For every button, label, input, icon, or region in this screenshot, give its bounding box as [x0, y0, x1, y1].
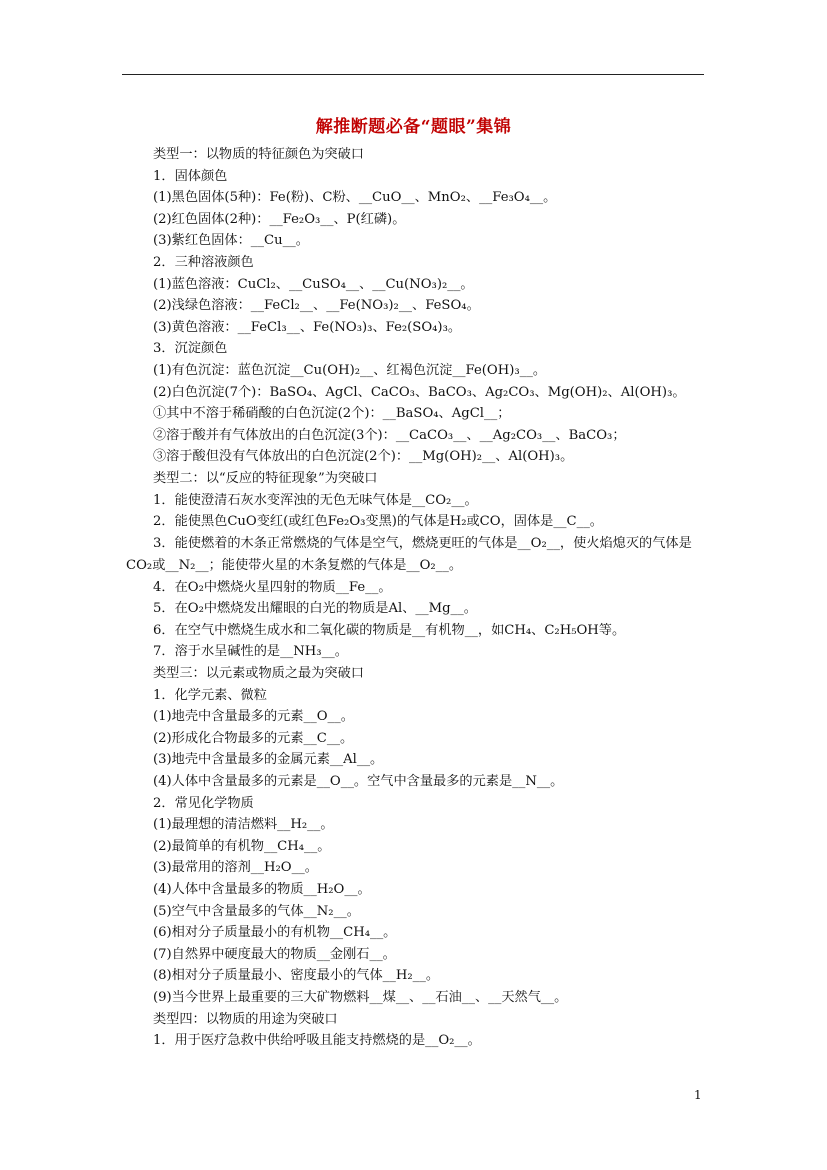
text-line: (5)空气中含量最多的气体__N₂__。 — [153, 903, 360, 919]
text-line: (2)浅绿色溶液：__FeCl₂__、__Fe(NO₃)₂__、FeSO₄。 — [153, 298, 480, 314]
text-line: (1)蓝色溶液：CuCl₂、__CuSO₄__、__Cu(NO₃)₂__。 — [153, 276, 474, 292]
text-line: ②溶于酸并有气体放出的白色沉淀(3个)：__CaCO₃__、__Ag₂CO₃__、BaCO₃； — [153, 427, 626, 443]
text-line: 类型二：以“反应的特征现象”为突破口 — [153, 470, 378, 486]
text-line: (1)地壳中含量最多的元素__O__。 — [153, 709, 354, 725]
text-line: (2)红色固体(2种)：__Fe₂O₃__、P(红磷)。 — [153, 211, 406, 227]
header-rule — [122, 74, 704, 75]
text-line: (1)有色沉淀：蓝色沉淀__Cu(OH)₂__、红褐色沉淀__Fe(OH)₃__。 — [153, 362, 547, 378]
text-line: 2．三种溶液颜色 — [153, 254, 254, 270]
text-line: (4)人体中含量最多的元素是__O__。空气中含量最多的元素是__N__。 — [153, 774, 564, 790]
text-line: (3)紫红色固体：__Cu__。 — [153, 233, 309, 249]
document-body — [126, 144, 708, 1052]
text-line: 1．固体颜色 — [153, 168, 228, 184]
text-line: 1．能使澄清石灰水变浑浊的无色无味气体是__CO₂__。 — [153, 492, 478, 508]
text-line: (4)人体中含量最多的物质__H₂O__。 — [153, 882, 371, 897]
text-line: ③溶于酸但没有气体放出的白色沉淀(2个)：__Mg(OH)₂__、Al(OH)₃。 — [153, 449, 574, 465]
text-line: (3)黄色溶液：__FeCl₃__、Fe(NO₃)₃、Fe₂(SO₄)₃。 — [153, 319, 462, 335]
document-title: 解推断题必备“题眼”集锦 — [315, 117, 512, 137]
text-line: 7．溶于水呈碱性的是__NH₃__。 — [153, 644, 348, 660]
text-line: (7)自然界中硬度最大的物质__金刚石__。 — [153, 946, 396, 962]
text-line: (6)相对分子质量最小的有机物__CH₄__。 — [153, 925, 397, 941]
text-line: (2)最简单的有机物__CH₄__。 — [153, 838, 331, 854]
text-line: ①其中不溶于稀硝酸的白色沉淀(2个)：__BaSO₄、AgCl__； — [153, 406, 511, 422]
text-line: (3)地壳中含量最多的金属元素__Al__。 — [153, 752, 384, 768]
text-line: (2)白色沉淀(7个)：BaSO₄、AgCl、CaCO₃、BaCO₃、Ag₂CO₃、Mg(OH)₂、Al(OH)₃。 — [153, 384, 686, 400]
text-line: 2．能使黑色CuO变红(或红色Fe₂O₃变黑)的气体是H₂或CO，固体是__C__。 — [153, 514, 603, 530]
text-line: 3．能使燃着的木条正常燃烧的气体是空气，燃烧更旺的气体是__O₂__，使火焰熄灭的气体是CO₂或__N₂__；能使带火星的木条复燃的气体是__O₂__。 — [126, 535, 692, 573]
text-line: (2)形成化合物最多的元素__C__。 — [153, 730, 354, 746]
text-line: 6．在空气中燃烧生成水和二氧化碳的物质是__有机物__，如CH₄、C₂H₅OH等。 — [153, 622, 626, 638]
text-line: (1)黑色固体(5种)：Fe(粉)、C粉、__CuO__、MnO₂、__Fe₃O₄__。 — [153, 190, 557, 206]
text-line: 1．用于医疗急救中供给呼吸且能支持燃烧的是__O₂__。 — [153, 1033, 481, 1049]
text-line: (9)当今世界上最重要的三大矿物燃料__煤__、__石油__、__天然气__。 — [153, 989, 568, 1005]
text-line: 4．在O₂中燃烧火星四射的物质__Fe__。 — [153, 579, 392, 595]
text-line: (8)相对分子质量最小、密度最小的气体__H₂__。 — [153, 968, 440, 984]
text-line: 类型三：以元素或物质之最为突破口 — [153, 666, 364, 682]
text-line: 1．化学元素、微粒 — [153, 687, 267, 703]
text-line: 类型一：以物质的特征颜色为突破口 — [153, 147, 364, 162]
text-line: 2．常见化学物质 — [153, 795, 254, 811]
text-line: 3．沉淀颜色 — [153, 341, 228, 357]
text-line: 5．在O₂中燃烧发出耀眼的白光的物质是Al、__Mg__。 — [153, 601, 477, 617]
text-line: (1)最理想的清洁燃料__H₂__。 — [153, 817, 334, 833]
text-line: (3)最常用的溶剂__H₂O__。 — [153, 860, 318, 876]
text-line: 类型四：以物质的用途为突破口 — [153, 1011, 338, 1027]
page-number: 1 — [694, 1088, 702, 1102]
